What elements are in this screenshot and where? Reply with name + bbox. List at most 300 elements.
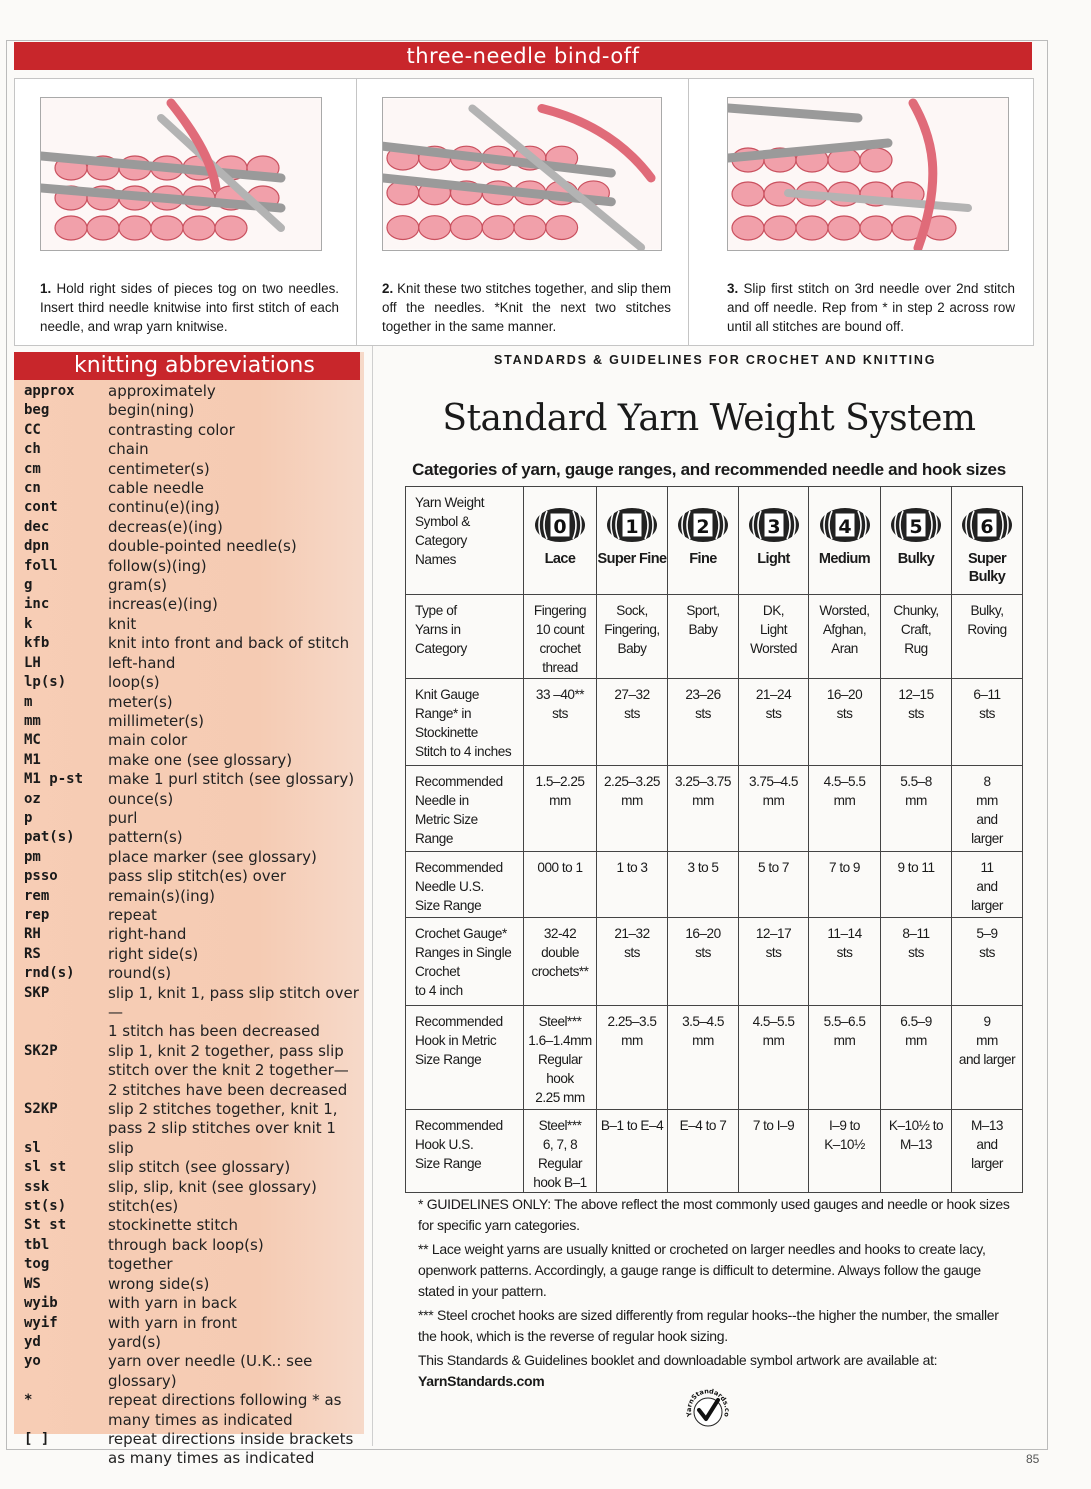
cell-line: Recommended [415, 1118, 503, 1133]
cell-line: 3.25–3.75 [675, 774, 731, 789]
cell-line: Stockinette [415, 725, 478, 740]
abbreviation-definition: continu(e)(ing) [108, 498, 220, 517]
cell-line: Baby [688, 622, 718, 637]
cell-line: crochets** [531, 964, 589, 979]
abbreviation-row [24, 401, 364, 420]
category-name [881, 550, 951, 568]
abbreviation-row [24, 634, 364, 653]
abbreviation-definition-continued: pass 2 slip stitches over knit 1 [108, 1119, 336, 1138]
cell-line: Aran [831, 641, 858, 656]
abbreviation-row [24, 1255, 364, 1274]
cell-line: sts [624, 945, 640, 960]
cell-line: Symbol & [415, 514, 470, 529]
abbreviation-term: foll [24, 557, 58, 574]
note-lace: ** Lace weight yarns are usually knitted or crocheted on larger needles and hooks to create lacy, openwork patterns. Accordingly, a gauge range is difficult to determine. Always follow the gauge stated in your pattern. [418, 1241, 986, 1299]
cell-line: thread [542, 660, 578, 675]
abbreviation-term: kfb [24, 635, 50, 652]
abbreviation-definition: stockinette stitch [108, 1216, 238, 1235]
abbreviation-definition: slip 1, knit 1, pass slip stitch over— [108, 983, 359, 1021]
cell-line: Hook U.S. [415, 1137, 474, 1152]
category-name [952, 550, 1022, 586]
table-cell [881, 852, 952, 918]
guideline-notes [418, 1194, 1018, 1395]
abbreviation-term: approx [24, 383, 75, 399]
cell-line: DK, [762, 603, 785, 618]
table-cell [952, 595, 1023, 679]
row-label [406, 852, 524, 918]
abbreviation-row [24, 828, 364, 847]
row-label [406, 679, 524, 766]
table-cell [668, 595, 739, 679]
row-label [406, 595, 524, 679]
abbreviation-row [24, 576, 364, 595]
table-cell [668, 766, 739, 852]
cell-line: 3 to 5 [687, 860, 719, 875]
yarn-weight-number: 6 [980, 516, 994, 538]
cell-line: 21–24 [755, 687, 792, 702]
cell-line: mm [833, 1033, 856, 1048]
abbreviation-definition: begin(ning) [108, 401, 195, 420]
cell-line: crochet [539, 641, 581, 656]
abbreviation-row [24, 615, 364, 634]
table-cell [809, 918, 881, 1006]
cell-line: Size Range [415, 1052, 482, 1067]
table-cell [809, 852, 881, 918]
cell-line: 10 count [535, 622, 585, 637]
cell-line: Recommended [415, 774, 503, 789]
cell-line: Worsted [750, 641, 797, 656]
abbreviation-definition: pattern(s) [108, 828, 183, 847]
cell-line: 3.75–4.5 [749, 774, 798, 789]
yarn-ball-icon [677, 507, 729, 543]
table-cell [809, 766, 881, 852]
cell-line: Steel*** [538, 1118, 582, 1133]
cell-line: sts [695, 945, 711, 960]
cell-line: larger [971, 898, 1003, 913]
cell-line: and [976, 812, 998, 827]
cell-line: 5–9 [976, 926, 998, 941]
abbreviation-definition: place marker (see glossary) [108, 847, 317, 866]
cell-line: mm [621, 793, 643, 808]
abbreviation-term: lp(s) [24, 674, 67, 691]
table-cell [739, 679, 809, 766]
cell-line: 4.5–5.5 [823, 774, 866, 789]
abbreviation-definition: with yarn in front [108, 1313, 237, 1332]
cell-line: 33 –40** [535, 687, 585, 702]
abbreviation-term: mm [24, 712, 41, 729]
yarn-symbol-cell [597, 487, 668, 595]
cell-line: 1.6–1.4mm [528, 1033, 592, 1048]
table-cell [597, 679, 668, 766]
cell-line: Hook in Metric [415, 1033, 497, 1048]
cell-line: sts [979, 945, 995, 960]
yarn-ball-icon [748, 507, 800, 543]
abbreviation-row [24, 1391, 364, 1410]
table-cell [668, 852, 739, 918]
abbreviation-row [24, 906, 364, 925]
abbreviation-term: cn [24, 480, 41, 497]
abbreviation-term: ssk [24, 1178, 50, 1195]
yarn-ball-icon [606, 507, 658, 543]
abbreviation-term: st(s) [24, 1198, 67, 1215]
abbreviation-term: dec [24, 518, 50, 535]
cell-line: Regular [537, 1156, 583, 1171]
abbreviation-row [24, 751, 364, 770]
yarn-symbol-cell [668, 487, 739, 595]
abbreviation-row [24, 984, 364, 1023]
abbreviation-row [24, 673, 364, 692]
cell-line: 6.5–9 [900, 1014, 932, 1029]
cell-line: M–13 [899, 1137, 932, 1152]
cell-line: Crochet Gauge* [415, 926, 507, 941]
abbreviation-row [24, 498, 364, 517]
cell-line: and larger [958, 1052, 1016, 1067]
abbreviation-term: CC [24, 421, 41, 438]
table-cell [597, 852, 668, 918]
standards-title: Standard Yarn Weight System [442, 398, 976, 439]
cell-line: mm [976, 793, 998, 808]
table-cell [739, 1110, 809, 1193]
abbreviation-definition: right side(s) [108, 944, 199, 963]
abbreviation-definition: pass slip stitch(es) over [108, 867, 287, 886]
abbreviation-term: rep [24, 906, 50, 923]
cell-line: sts [908, 945, 924, 960]
abbreviation-term: sl st [24, 1159, 67, 1176]
table-cell [524, 1110, 597, 1193]
cell-line: 7 to I–9 [752, 1118, 795, 1133]
cell-line: 2.25–3.25 [604, 774, 660, 789]
abbreviation-term: M1 p-st [24, 771, 84, 788]
step-3-illustration [727, 97, 1009, 251]
cell-line: 5.5–8 [900, 774, 932, 789]
yarnstandards-link[interactable]: YarnStandards.com [418, 1373, 545, 1389]
abbreviation-definition: cable needle [108, 479, 205, 498]
abbreviation-term: LH [24, 654, 41, 671]
table-cell [809, 595, 881, 679]
cell-line: 11 [980, 860, 994, 875]
cell-line: 12–17 [755, 926, 792, 941]
cell-line: Ranges in Single [415, 945, 512, 960]
table-cell [881, 1006, 952, 1110]
cell-line: Category [415, 533, 467, 548]
abbreviation-definition: left-hand [108, 653, 176, 672]
cell-line: K–10½ to [888, 1118, 944, 1133]
abbreviation-definition: make one (see glossary) [108, 750, 293, 769]
table-row [406, 918, 1023, 1006]
abbreviation-definition: yard(s) [108, 1332, 162, 1351]
table-cell [739, 852, 809, 918]
cell-line: mm [762, 793, 785, 808]
step-1-box [14, 78, 358, 346]
category-name [597, 550, 667, 568]
table-cell [524, 852, 597, 918]
abbreviation-row [24, 848, 364, 867]
yarn-ball-icon [890, 507, 942, 543]
cell-line: Names [415, 552, 457, 567]
cell-line: Size Range [415, 1156, 482, 1171]
knitting-needles-illustration [728, 98, 1008, 250]
abbreviation-term: psso [24, 868, 58, 885]
abbreviation-row [24, 1197, 364, 1216]
abbreviation-row [24, 867, 364, 886]
yarn-weight-table [405, 486, 1023, 1193]
yarn-weight-number: 3 [766, 516, 781, 538]
cell-line: 7 to 9 [828, 860, 860, 875]
abbreviation-definition: wrong side(s) [108, 1274, 210, 1293]
table-cell [952, 679, 1023, 766]
abbreviation-term: oz [24, 790, 41, 807]
abbreviation-term: yo [24, 1353, 41, 1370]
abbreviation-row [24, 654, 364, 673]
abbreviation-definition: ounce(s) [108, 789, 174, 808]
step-2-text: 2. Knit these two stitches together, and slip them off the needles. *Knit the next two stitches together in the same manner. [382, 281, 671, 334]
abbreviation-definition: repeat directions following * as [108, 1391, 342, 1410]
knitting-needles-illustration [41, 98, 321, 250]
table-cell [881, 766, 952, 852]
abbreviation-definition-continued: 1 stitch has been decreased [108, 1022, 320, 1041]
abbreviation-row [24, 1236, 364, 1255]
cell-line: E–4 to 7 [679, 1118, 727, 1133]
cell-line: mm [905, 793, 927, 808]
cell-line: double [541, 945, 579, 960]
abbreviation-row [24, 421, 364, 440]
cell-line: Bulky [897, 551, 935, 567]
row-label [406, 918, 524, 1006]
cell-line: sts [765, 945, 782, 960]
abbreviation-definition: centimeter(s) [108, 459, 210, 478]
table-row [406, 852, 1023, 918]
abbreviation-definition: together [108, 1255, 173, 1274]
abbreviation-row [24, 1430, 364, 1449]
abbreviation-definition: decreas(e)(ing) [108, 517, 223, 536]
knitting-needles-illustration [383, 98, 661, 250]
abbreviation-row [24, 1333, 364, 1352]
cell-line: mm [692, 1033, 714, 1048]
abbreviation-definition: millimeter(s) [108, 711, 204, 730]
cell-line: mm [762, 1033, 785, 1048]
abbreviation-term: RH [24, 926, 41, 943]
abbreviation-row [24, 964, 364, 983]
cell-line: mm [976, 1033, 998, 1048]
abbreviation-definition: main color [108, 731, 188, 750]
yarn-ball-icon [819, 507, 871, 543]
abbreviation-term: pat(s) [24, 829, 75, 846]
yarn-symbol-cell [739, 487, 809, 595]
abbreviation-definition: approximately [108, 382, 216, 400]
category-name [668, 550, 738, 568]
standards-header: STANDARDS & GUIDELINES FOR CROCHET AND KNITTING [494, 353, 937, 367]
cell-line: M–13 [970, 1118, 1003, 1133]
abbreviation-definition: round(s) [108, 964, 172, 983]
abbreviation-definition: meter(s) [108, 692, 173, 711]
abbreviation-definition: gram(s) [108, 576, 168, 595]
abbreviation-term: MC [24, 732, 41, 749]
row-label [406, 1006, 524, 1110]
abbreviation-definition: remain(s)(ing) [108, 886, 215, 905]
abbreviation-definition: stitch(es) [108, 1197, 179, 1216]
abbreviation-term: ch [24, 441, 41, 458]
table-cell [739, 1006, 809, 1110]
cell-line: 16–20 [826, 687, 863, 702]
abbreviation-term: rnd(s) [24, 965, 75, 982]
abbreviation-definition: slip [108, 1138, 134, 1157]
cell-line: K–10½ [824, 1137, 865, 1152]
abbreviation-term: p [24, 809, 33, 826]
table-cell [952, 918, 1023, 1006]
abbreviation-row [24, 1158, 364, 1177]
cell-line: Range [415, 831, 454, 846]
abbreviation-row [24, 1100, 364, 1119]
abbreviation-row [24, 1139, 364, 1158]
three-needle-title: three-needle bind-off [14, 42, 1032, 70]
table-cell [881, 1110, 952, 1193]
cell-line: Light [760, 622, 787, 637]
abbreviation-row [24, 1294, 364, 1313]
cell-line: Baby [617, 641, 647, 656]
abbreviation-term: k [24, 615, 33, 632]
row-label [406, 487, 524, 595]
cell-line: Needle in [415, 793, 469, 808]
cell-line: sts [552, 706, 568, 721]
abbreviation-row [24, 712, 364, 731]
abbreviation-definition-continued: 2 stitches have been decreased [108, 1080, 348, 1099]
yarnstandards-logo [684, 1386, 732, 1434]
abbreviation-term: M1 [24, 751, 41, 768]
page-number: 85 [1026, 1452, 1040, 1466]
cell-line: Craft, [900, 622, 932, 637]
abbreviation-term: tog [24, 1256, 50, 1273]
abbreviation-term: SK2P [24, 1042, 58, 1059]
cell-line: mm [692, 793, 714, 808]
abbreviation-row [24, 1178, 364, 1197]
abbreviation-row [24, 790, 364, 809]
abbreviation-definition: slip 1, knit 2 together, pass slip [108, 1041, 344, 1060]
abbreviation-row [24, 887, 364, 906]
yarn-weight-number: 1 [625, 516, 639, 538]
cell-line: 16–20 [685, 926, 721, 941]
yarn-weight-number: 2 [696, 516, 710, 538]
cell-line: Sport, [686, 603, 720, 618]
abbreviation-definition-continued: stitch over the knit 2 together— [108, 1061, 349, 1080]
table-cell [881, 918, 952, 1006]
abbreviation-term: pm [24, 848, 41, 865]
abbreviation-term: yd [24, 1333, 41, 1350]
cell-line: and [976, 879, 998, 894]
abbreviation-definition: purl [108, 808, 138, 827]
cell-line: mm [833, 793, 856, 808]
cell-line: Stitch to 4 inches [415, 744, 512, 759]
yarn-symbol-cell [952, 487, 1023, 595]
cell-line: Afghan, [822, 622, 867, 637]
table-cell [952, 766, 1023, 852]
abbreviation-row [24, 557, 364, 576]
cell-line: Needle U.S. [415, 879, 484, 894]
cell-line: Fine [689, 551, 717, 567]
cell-line: hook B–1 [533, 1175, 587, 1190]
category-name [524, 550, 596, 568]
cell-line: 5 to 7 [757, 860, 789, 875]
abbreviation-term: RS [24, 945, 41, 962]
table-cell [524, 766, 597, 852]
abbreviation-definition: knit [108, 614, 137, 633]
abbreviation-term: * [24, 1392, 33, 1409]
cell-line: Bulky [968, 569, 1006, 585]
table-cell [739, 918, 809, 1006]
cell-line: mm [905, 1033, 927, 1048]
abbreviation-term: cm [24, 460, 41, 477]
cell-line: Knit Gauge [415, 687, 480, 702]
cell-line: 2.25 mm [535, 1090, 585, 1105]
table-cell [739, 766, 809, 852]
cell-line: mm [621, 1033, 643, 1048]
cell-line: sts [979, 706, 995, 721]
cell-line: Rug [904, 641, 928, 656]
cell-line: Light [757, 551, 790, 567]
abbreviation-definition: loop(s) [108, 673, 160, 692]
abbreviation-definition: slip, slip, knit (see glossary) [108, 1177, 317, 1196]
abbreviations-list [24, 382, 364, 1469]
cell-line: 8–11 [902, 926, 930, 941]
table-cell [524, 595, 597, 679]
table-cell [597, 918, 668, 1006]
abbreviation-definition: slip 2 stitches together, knit 1, [108, 1100, 338, 1119]
svg-text:YarnStandards.com: YarnStandards.co [684, 1387, 732, 1418]
cell-line: 000 to 1 [537, 860, 583, 875]
cell-line: Steel*** [538, 1014, 582, 1029]
cell-line: Size Range [415, 898, 482, 913]
table-cell [668, 918, 739, 1006]
yarn-weight-number: 5 [909, 516, 923, 538]
cell-line: hook [546, 1071, 574, 1086]
table-row [406, 766, 1023, 852]
abbreviation-row [24, 440, 364, 459]
table-cell [952, 1006, 1023, 1110]
table-cell [668, 1006, 739, 1110]
abbreviation-row [24, 809, 364, 828]
cell-line: 6–11 [973, 687, 1001, 702]
cell-line: 9 to 11 [897, 860, 935, 875]
table-cell [809, 1110, 881, 1193]
abbreviation-definition: knit into front and back of stitch [108, 634, 350, 653]
cell-line: 9 [983, 1014, 991, 1029]
abbreviation-term: WS [24, 1275, 41, 1292]
note-steel-hooks: *** Steel crochet hooks are sized differently from regular hooks--the higher the number, the smaller the hook, which is the reverse of regular hook sizing. [418, 1307, 999, 1344]
abbreviation-row [24, 595, 364, 614]
table-cell [524, 1006, 597, 1110]
abbreviation-row [24, 460, 364, 479]
step-3-text: 3. Slip first stitch on 3rd needle over 2nd stitch and off needle. Rep from * in step 2 across row until all stitches are bound off. [727, 281, 1015, 334]
abbreviation-row [24, 537, 364, 556]
cell-line: sts [908, 706, 924, 721]
table-cell [597, 595, 668, 679]
yarn-symbol-cell [809, 487, 881, 595]
abbreviation-definition-continued: many times as indicated [108, 1410, 293, 1429]
step-1-text: 1. Hold right sides of pieces tog on two needles. Insert third needle knitwise into first stitch of each needle, and wrap yarn knitwise. [40, 281, 339, 334]
abbreviation-row [24, 518, 364, 537]
abbreviation-term: S2KP [24, 1101, 58, 1118]
abbreviation-term: St st [24, 1217, 67, 1234]
abbreviation-definition: increas(e)(ing) [108, 595, 218, 614]
cell-line: 8 [983, 774, 991, 789]
abbreviation-term: sl [24, 1139, 41, 1156]
abbreviation-row [24, 1216, 364, 1235]
abbreviation-term: cont [24, 499, 58, 516]
table-cell [524, 679, 597, 766]
table-cell [668, 1110, 739, 1193]
cell-line: Worsted, [819, 603, 870, 618]
cell-line: Recommended [415, 1014, 503, 1029]
table-cell [597, 1006, 668, 1110]
